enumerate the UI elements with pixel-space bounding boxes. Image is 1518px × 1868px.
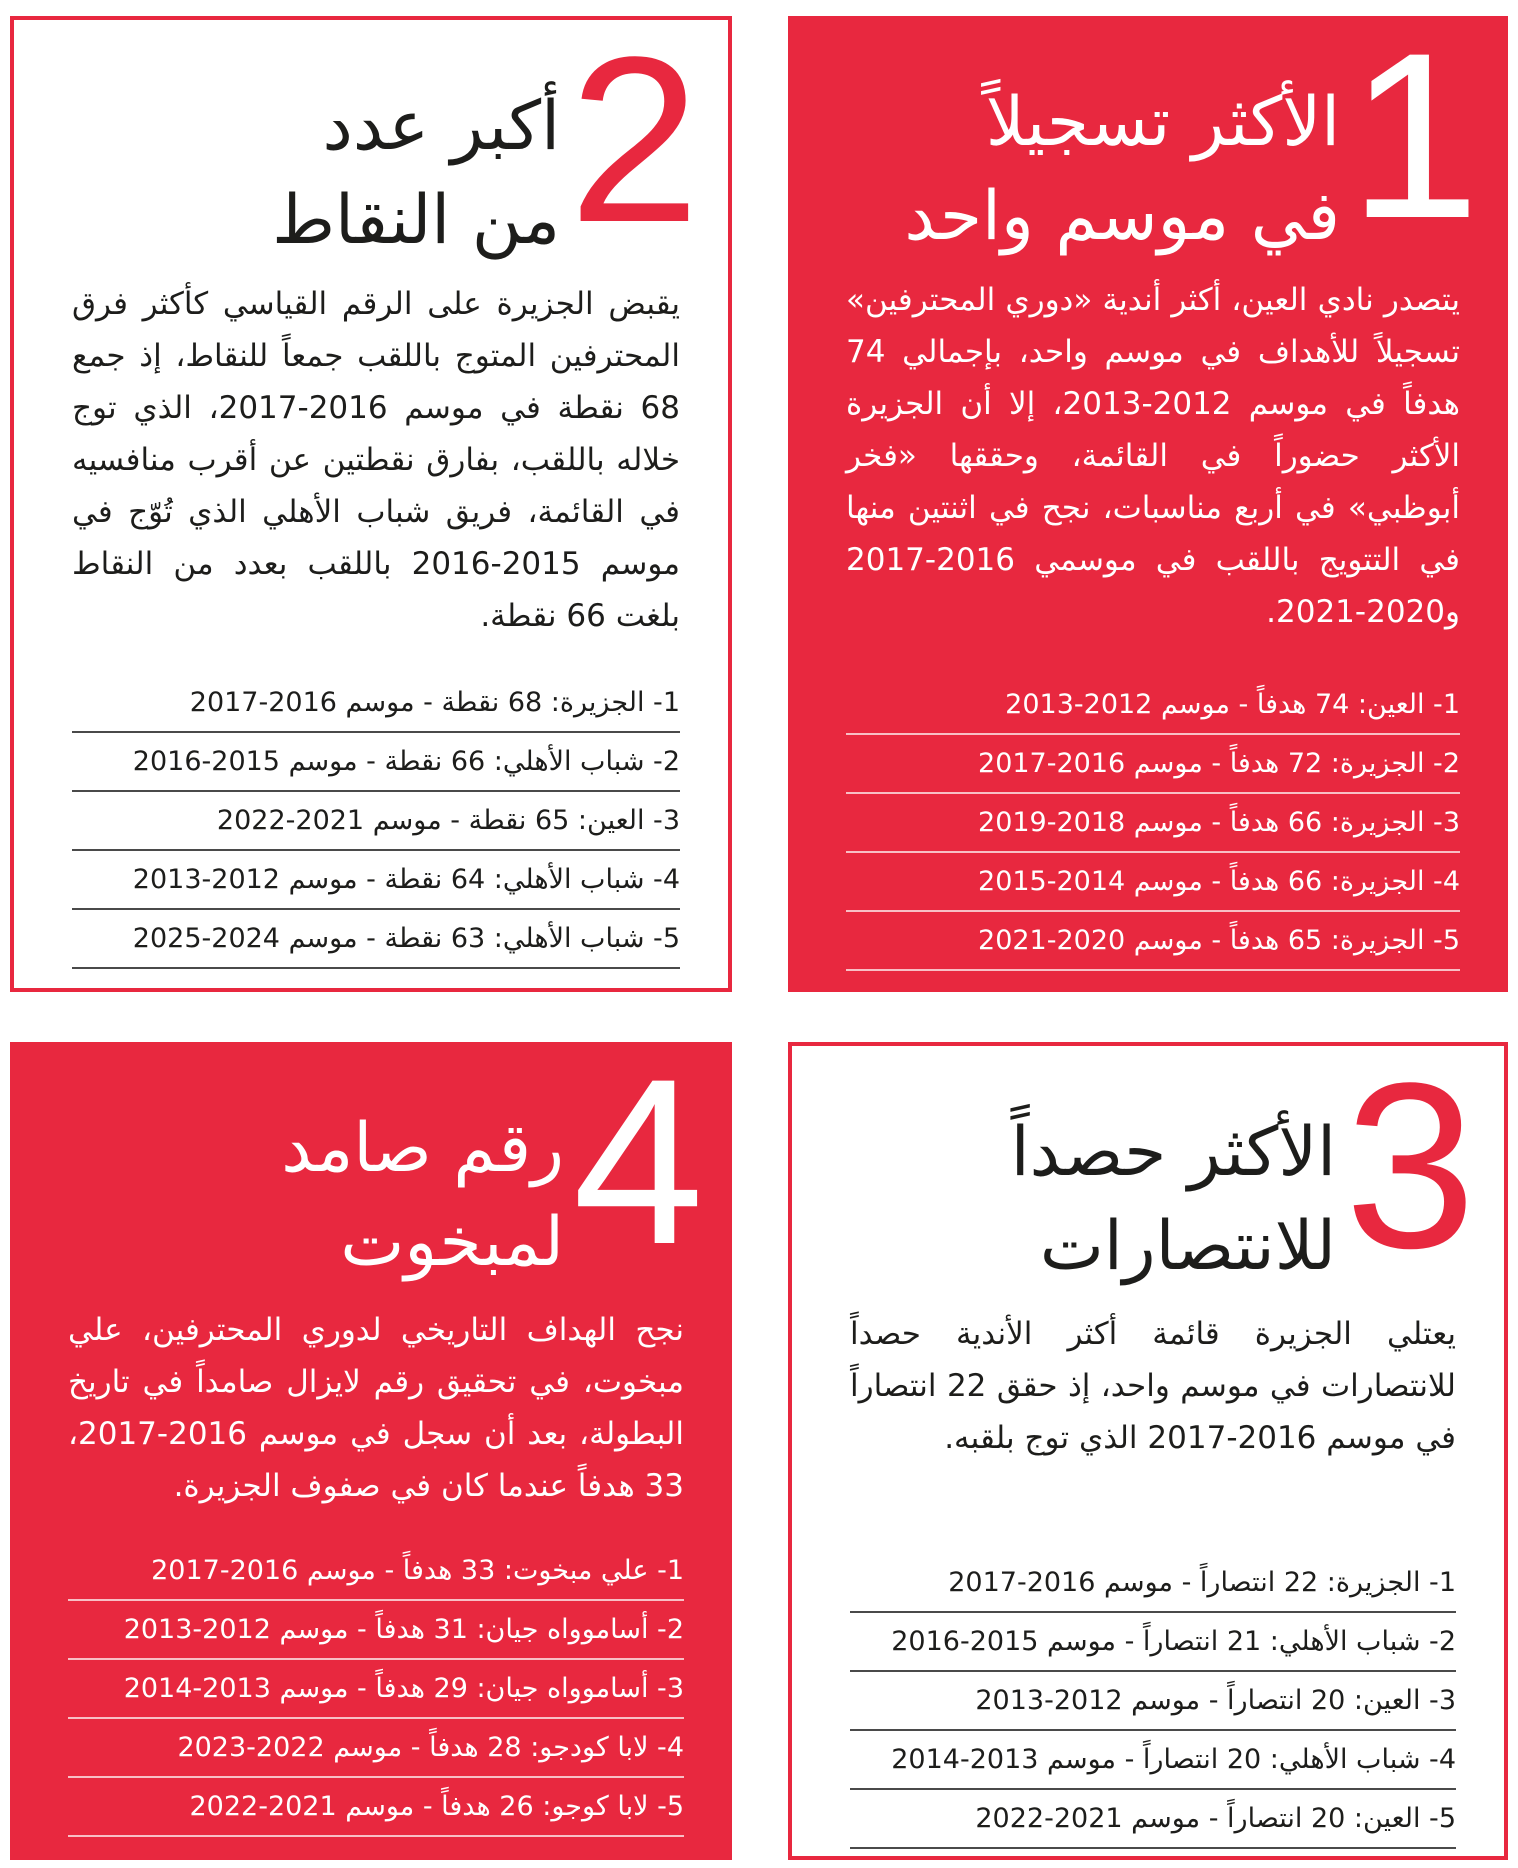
list-item: 4- شباب الأهلي: 64 نقطة - موسم 2012-2013 — [72, 851, 680, 910]
list-item: 3- العين: 20 انتصاراً - موسم 2012-2013 — [850, 1672, 1456, 1731]
list-item: 4- لابا كودجو: 28 هدفاً - موسم 2022-2023 — [68, 1719, 684, 1778]
card-title — [281, 1102, 564, 1290]
list-item: 3- أساموواه جيان: 29 هدفاً - موسم 2013-2014 — [68, 1660, 684, 1719]
ranking-list — [68, 1542, 684, 1837]
list-item: 4- الجزيرة: 66 هدفاً - موسم 2014-2015 — [846, 853, 1460, 912]
list-item: 5- لابا كوجو: 26 هدفاً - موسم 2021-2022 — [68, 1778, 684, 1837]
card-title-line2: لمبخوت — [340, 1203, 564, 1282]
card-header — [38, 1030, 704, 1294]
card-body-text: نجح الهداف التاريخي لدوري المحترفين، علي مبخوت، في تحقيق رقم لايزال صامداً في تاريخ البطولة، بعد أن سجل في موسم 2016-2017، 33 هدفاً عندما كان في صفوف الجزيرة. — [68, 1312, 684, 1504]
card-most-wins — [788, 1034, 1508, 1860]
card-most-points — [10, 8, 732, 992]
card-body-text: يتصدر نادي العين، أكثر أندية «دوري المحترفين» تسجيلاً للأهداف في موسم واحد، بإجمالي 74 هدفاً في موسم 2012-2013، إلا أن الجزيرة الأكثر حضوراً في القائمة، وحققها «فخر أبوظبي» في أربع مناسبات، نجح في اثنتين منها في التتويج باللقب في موسمي 2016-2017 و2020-2021. — [846, 282, 1460, 630]
card-title-line2: للانتصارات — [1039, 1207, 1336, 1286]
list-item: 4- شباب الأهلي: 20 انتصاراً - موسم 2013-2014 — [850, 1731, 1456, 1790]
list-item: 2- الجزيرة: 72 هدفاً - موسم 2016-2017 — [846, 735, 1460, 794]
card-title-line1: الأكثر حصداً — [1010, 1113, 1336, 1192]
list-item: 1- الجزيرة: 22 انتصاراً - موسم 2016-2017 — [850, 1554, 1456, 1613]
list-item: 1- علي مبخوت: 33 هدفاً - موسم 2016-2017 — [68, 1542, 684, 1601]
ranking-list — [846, 676, 1460, 971]
list-item: 2- أساموواه جيان: 31 هدفاً - موسم 2012-2013 — [68, 1601, 684, 1660]
card-most-goals-season — [788, 4, 1508, 992]
card-number: 1 — [1348, 4, 1480, 268]
card-title-line1: أكبر عدد — [322, 87, 560, 166]
card-body-text: يقبض الجزيرة على الرقم القياسي كأكثر فرق المحترفين المتوج باللقب جمعاً للنقاط، إذ جمع 68 نقطة في موسم 2016-2017، الذي توج خلاله باللقب، بفارق نقطتين عن أقرب منافسيه في القائمة، فريق شباب الأهلي الذي تُوّج في موسم 2015-2016 باللقب بعدد من النقاط بلغت 66 نقطة. — [72, 286, 680, 634]
card-header — [42, 8, 700, 272]
list-item: 3- الجزيرة: 66 هدفاً - موسم 2018-2019 — [846, 794, 1460, 853]
card-header — [816, 4, 1480, 268]
list-item: 5- الجزيرة: 65 هدفاً - موسم 2020-2021 — [846, 912, 1460, 971]
card-header — [820, 1034, 1476, 1298]
ranking-list — [72, 674, 680, 969]
card-title-line1: رقم صامد — [281, 1109, 564, 1188]
ranking-list — [850, 1554, 1456, 1849]
card-title — [1011, 1106, 1336, 1294]
list-item: 3- العين: 65 نقطة - موسم 2021-2022 — [72, 792, 680, 851]
list-item: 1- العين: 74 هدفاً - موسم 2012-2013 — [846, 676, 1460, 735]
card-title — [272, 80, 560, 268]
card-number: 2 — [568, 8, 700, 272]
card-title-line1: الأكثر تسجيلاً — [985, 83, 1340, 162]
card-title-line2: من النقاط — [272, 181, 560, 260]
card-title-line2: في موسم واحد — [904, 177, 1340, 256]
card-title — [904, 76, 1340, 264]
card-number: 4 — [572, 1030, 704, 1294]
list-item: 5- شباب الأهلي: 63 نقطة - موسم 2024-2025 — [72, 910, 680, 969]
list-item: 1- الجزيرة: 68 نقطة - موسم 2016-2017 — [72, 674, 680, 733]
list-item: 2- شباب الأهلي: 21 انتصاراً - موسم 2015-2016 — [850, 1613, 1456, 1672]
card-body-text: يعتلي الجزيرة قائمة أكثر الأندية حصداً للانتصارات في موسم واحد، إذ حقق 22 انتصاراً في موسم 2016-2017 الذي توج بلقبه. — [850, 1316, 1456, 1456]
card-number: 3 — [1344, 1034, 1476, 1298]
list-item: 2- شباب الأهلي: 66 نقطة - موسم 2015-2016 — [72, 733, 680, 792]
list-item: 5- العين: 20 انتصاراً - موسم 2021-2022 — [850, 1790, 1456, 1849]
card-standing-record — [10, 1030, 732, 1860]
